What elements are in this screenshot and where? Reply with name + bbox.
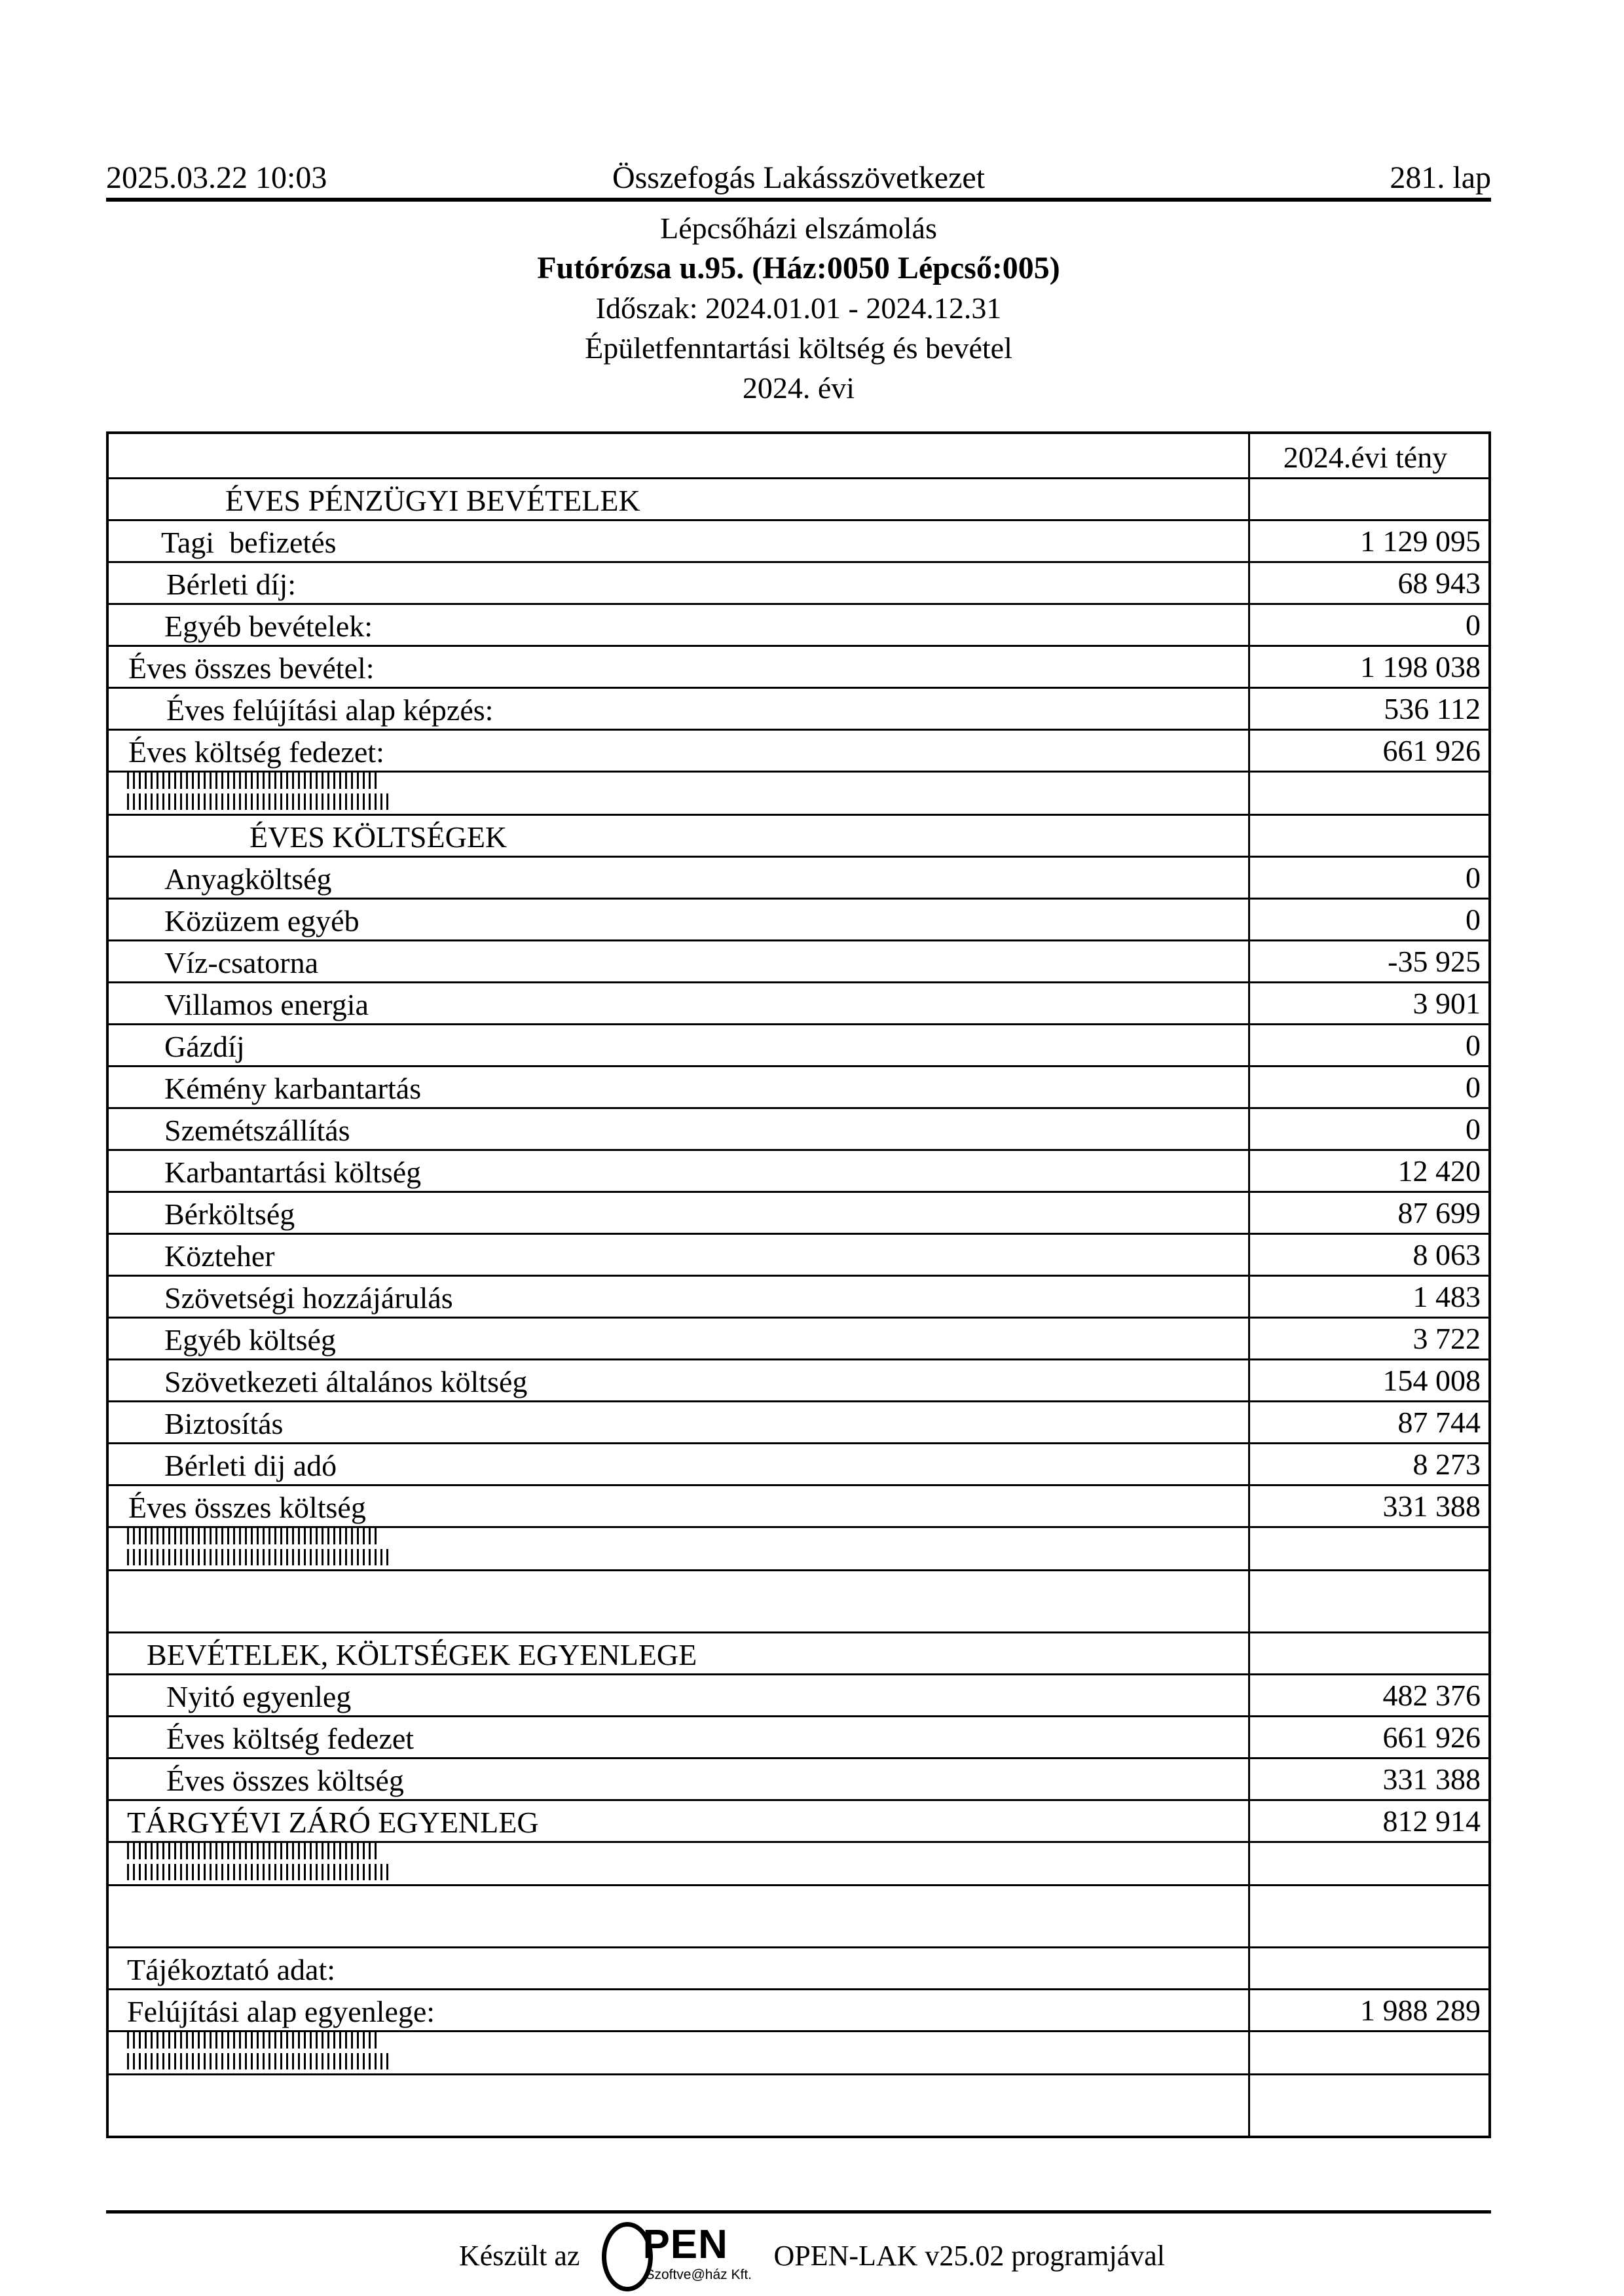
- report-type: Épületfenntartási költség és bevétel: [585, 331, 1012, 365]
- label-cell: [109, 731, 1248, 771]
- value-cell: [1248, 1067, 1488, 1107]
- content-area: [106, 0, 1491, 2138]
- row-label: Éves költség fedezet:: [128, 735, 384, 769]
- row-label: Egyéb bevételek:: [164, 609, 373, 643]
- row-value: 331 388: [1382, 1762, 1481, 1796]
- label-cell: [109, 858, 1248, 898]
- row-label: Egyéb költség: [164, 1322, 336, 1357]
- table-row: [109, 898, 1488, 939]
- row-label: Éves összes költség: [128, 1490, 366, 1524]
- label-cell: [109, 1402, 1248, 1442]
- value-cell: [1248, 1801, 1488, 1841]
- row-value: 1 198 038: [1360, 649, 1481, 683]
- page-footer: [0, 2221, 1624, 2291]
- table-row: [109, 1065, 1488, 1107]
- value-cell: [1248, 1528, 1488, 1569]
- value-cell: [1248, 647, 1488, 687]
- table-section-row: [109, 814, 1488, 856]
- table-empty-row: [109, 2073, 1488, 2136]
- table-row: [109, 1358, 1488, 1400]
- table-row: [109, 1715, 1488, 1757]
- label-cell: [109, 1067, 1248, 1107]
- table-row: [109, 1191, 1488, 1233]
- section-label: ÉVES PÉNZÜGYI BEVÉTELEK: [225, 483, 640, 517]
- table-row: [109, 687, 1488, 729]
- page-header: [106, 0, 1491, 202]
- label-cell: [109, 521, 1248, 561]
- row-label: Éves költség fedezet: [166, 1721, 415, 1755]
- value-cell: [1248, 1360, 1488, 1400]
- row-label: Villamos energia: [164, 987, 369, 1021]
- value-cell: [1248, 1675, 1488, 1715]
- table-row: [109, 1484, 1488, 1526]
- value-cell: [1248, 1025, 1488, 1065]
- label-cell: [109, 1360, 1248, 1400]
- label-cell: [109, 1801, 1248, 1841]
- value-cell: [1248, 2075, 1488, 2136]
- value-cell: [1248, 1886, 1488, 1946]
- value-cell: [1248, 434, 1488, 477]
- report-title: Lépcsőházi elszámolás: [660, 211, 937, 245]
- label-cell: [109, 1571, 1248, 1631]
- label-cell: [109, 563, 1248, 603]
- filler-bar-line: [127, 793, 390, 810]
- footer-made-with-prefix: Készült az: [458, 2240, 580, 2272]
- label-cell: [109, 983, 1248, 1023]
- report-year: 2024. évi: [742, 371, 855, 405]
- table-row: [109, 981, 1488, 1023]
- value-cell: [1248, 816, 1488, 856]
- row-value: 0: [1466, 860, 1481, 894]
- row-label: Nyitó egyenleg: [166, 1679, 352, 1713]
- filler-bars-icon: [127, 2032, 390, 2069]
- row-value: 3 722: [1412, 1321, 1481, 1355]
- label-cell: [109, 1843, 1248, 1884]
- row-label: Közüzem egyéb: [164, 903, 360, 938]
- filler-bar-line: [127, 1864, 390, 1880]
- label-cell: [109, 1486, 1248, 1526]
- row-value: -35 925: [1388, 944, 1481, 978]
- label-cell: [109, 1319, 1248, 1358]
- row-label: Biztosítás: [164, 1406, 284, 1440]
- table-row: [109, 1023, 1488, 1065]
- label-cell: [109, 2032, 1248, 2073]
- row-label: Szövetségi hozzájárulás: [164, 1281, 453, 1315]
- value-cell: [1248, 1277, 1488, 1317]
- row-label: Közteher: [164, 1239, 275, 1273]
- row-value: 0: [1466, 1070, 1481, 1104]
- table-row: [109, 1233, 1488, 1275]
- row-label: Kémény karbantartás: [164, 1071, 422, 1105]
- label-cell: [109, 1990, 1248, 2030]
- value-cell: [1248, 2032, 1488, 2073]
- row-label: Tájékoztató adat:: [127, 1952, 336, 1986]
- value-cell: [1248, 1759, 1488, 1799]
- row-value: 8 063: [1412, 1237, 1481, 1271]
- table-row: [109, 1946, 1488, 1988]
- row-label: Gázdíj: [164, 1029, 245, 1063]
- filler-bar-line: [127, 1549, 390, 1565]
- label-cell: [109, 1886, 1248, 1946]
- footer-made-with-suffix: OPEN-LAK v25.02 programjával: [773, 2240, 1165, 2272]
- label-cell: [109, 941, 1248, 981]
- row-value: 87 744: [1397, 1405, 1481, 1439]
- label-cell: [109, 2075, 1248, 2136]
- report-subtitles: [106, 208, 1491, 408]
- value-column-header: 2024.évi tény: [1283, 440, 1448, 474]
- value-cell: [1248, 1235, 1488, 1275]
- row-value: 0: [1466, 902, 1481, 936]
- filler-bar-line: [127, 1528, 379, 1544]
- label-cell: [109, 1277, 1248, 1317]
- row-label: Bérköltség: [164, 1197, 295, 1231]
- row-value: 331 388: [1382, 1489, 1481, 1523]
- table-barcode-row: [109, 771, 1488, 814]
- row-label: Szemétszállítás: [164, 1113, 350, 1147]
- table-row: [109, 1757, 1488, 1799]
- row-label: Éves összes bevétel:: [128, 651, 375, 685]
- table-row: [109, 939, 1488, 981]
- row-value: 87 699: [1397, 1195, 1481, 1230]
- label-cell: [109, 1948, 1248, 1988]
- value-cell: [1248, 900, 1488, 939]
- label-cell: [109, 1633, 1248, 1673]
- table-row: [109, 645, 1488, 687]
- value-cell: [1248, 1571, 1488, 1631]
- table-barcode-row: [109, 1526, 1488, 1569]
- row-label: Víz-csatorna: [164, 945, 318, 979]
- value-cell: [1248, 1444, 1488, 1484]
- report-address: Futórózsa u.95. (Ház:0050 Lépcső:005): [537, 251, 1060, 285]
- value-cell: [1248, 858, 1488, 898]
- row-value: 536 112: [1384, 691, 1481, 725]
- label-cell: [109, 1109, 1248, 1149]
- row-label: Anyagköltség: [164, 862, 332, 896]
- label-cell: [109, 1151, 1248, 1191]
- table-row: [109, 1149, 1488, 1191]
- value-cell: [1248, 1402, 1488, 1442]
- row-value: 154 008: [1382, 1363, 1481, 1397]
- table-row: [109, 519, 1488, 561]
- page-number: 281. lap: [1390, 160, 1491, 195]
- row-value: 8 273: [1412, 1447, 1481, 1481]
- open-software-logo: [602, 2221, 751, 2291]
- filler-bar-line: [127, 2032, 379, 2049]
- label-cell: [109, 1444, 1248, 1484]
- filler-bars-icon: [127, 1528, 390, 1565]
- table-row: [109, 1107, 1488, 1149]
- filler-bar-line: [127, 773, 379, 789]
- row-value: 482 376: [1382, 1678, 1481, 1712]
- row-value: 3 901: [1412, 986, 1481, 1020]
- table-row: [109, 1673, 1488, 1715]
- table-section-row: [109, 477, 1488, 519]
- row-label: Éves felújítási alap képzés:: [166, 693, 494, 727]
- row-value: 661 926: [1382, 1720, 1481, 1754]
- value-cell: [1248, 1633, 1488, 1673]
- table-row: [109, 729, 1488, 771]
- row-value: 12 420: [1397, 1154, 1481, 1188]
- table-empty-row: [109, 1884, 1488, 1946]
- label-cell: [109, 647, 1248, 687]
- table-section-row: [109, 1631, 1488, 1673]
- report-period: Időszak: 2024.01.01 - 2024.12.31: [595, 291, 1002, 325]
- footer-divider: [106, 2210, 1491, 2214]
- table-barcode-row: [109, 1841, 1488, 1884]
- row-label: Karbantartási költség: [164, 1155, 422, 1189]
- label-cell: [109, 434, 1248, 477]
- table-row: [109, 603, 1488, 645]
- table-row: [109, 1317, 1488, 1358]
- label-cell: [109, 689, 1248, 729]
- row-value: 1 988 289: [1360, 1993, 1481, 2027]
- section-label: ÉVES KÖLTSÉGEK: [249, 820, 507, 854]
- table-row: [109, 1442, 1488, 1484]
- value-cell: [1248, 1151, 1488, 1191]
- row-value: 0: [1466, 608, 1481, 642]
- value-cell: [1248, 1486, 1488, 1526]
- row-value: 661 926: [1382, 733, 1481, 767]
- label-cell: [109, 479, 1248, 519]
- row-label: Bérleti dij adó: [164, 1448, 337, 1482]
- value-cell: [1248, 605, 1488, 645]
- account-table: [106, 431, 1491, 2138]
- value-cell: [1248, 773, 1488, 814]
- label-cell: [109, 1759, 1248, 1799]
- label-cell: [109, 1193, 1248, 1233]
- value-cell: [1248, 521, 1488, 561]
- value-cell: [1248, 689, 1488, 729]
- label-cell: [109, 605, 1248, 645]
- table-row: [109, 561, 1488, 603]
- print-timestamp: 2025.03.22 10:03: [106, 160, 327, 195]
- table-row: [109, 856, 1488, 898]
- label-cell: [109, 1025, 1248, 1065]
- label-cell: [109, 1717, 1248, 1757]
- row-label: TÁRGYÉVI ZÁRÓ EGYENLEG: [127, 1805, 539, 1839]
- value-cell: [1248, 479, 1488, 519]
- row-label: Szövetkezeti általános költség: [164, 1364, 528, 1398]
- value-cell: [1248, 1843, 1488, 1884]
- label-cell: [109, 900, 1248, 939]
- value-cell: [1248, 1193, 1488, 1233]
- label-cell: [109, 1528, 1248, 1569]
- row-value: 812 914: [1382, 1804, 1481, 1838]
- value-cell: [1248, 1319, 1488, 1358]
- row-label: Tagi befizetés: [161, 525, 337, 559]
- value-cell: [1248, 941, 1488, 981]
- table-row: [109, 1988, 1488, 2030]
- label-cell: [109, 1235, 1248, 1275]
- logo-letters: PEN: [642, 2222, 728, 2267]
- row-value: 1 483: [1412, 1279, 1481, 1313]
- table-barcode-row: [109, 2030, 1488, 2073]
- value-cell: [1248, 1717, 1488, 1757]
- table-row: [109, 1400, 1488, 1442]
- row-label: Bérleti díj:: [166, 567, 297, 601]
- row-value: 68 943: [1397, 566, 1481, 600]
- value-cell: [1248, 983, 1488, 1023]
- filler-bars-icon: [127, 1843, 390, 1880]
- filler-bar-line: [127, 2053, 390, 2069]
- label-cell: [109, 816, 1248, 856]
- section-label: BEVÉTELEK, KÖLTSÉGEK EGYENLEGE: [147, 1637, 697, 1671]
- row-value: 0: [1466, 1028, 1481, 1062]
- value-cell: [1248, 1948, 1488, 1988]
- value-cell: [1248, 563, 1488, 603]
- label-cell: [109, 1675, 1248, 1715]
- value-cell: [1248, 1990, 1488, 2030]
- row-value: 0: [1466, 1112, 1481, 1146]
- value-cell: [1248, 731, 1488, 771]
- table-colheader-row: [109, 434, 1488, 477]
- filler-bars-icon: [127, 773, 390, 810]
- table-row: [109, 1275, 1488, 1317]
- logo-tagline: Szoftve@ház Kft.: [645, 2267, 752, 2282]
- row-value: 1 129 095: [1360, 524, 1481, 558]
- row-label: Éves összes költség: [166, 1763, 404, 1797]
- filler-bar-line: [127, 1843, 379, 1859]
- table-row: [109, 1799, 1488, 1841]
- label-cell: [109, 773, 1248, 814]
- row-label: Felújítási alap egyenlege:: [127, 1994, 435, 2028]
- value-cell: [1248, 1109, 1488, 1149]
- table-empty-row: [109, 1569, 1488, 1631]
- organization-name: Összefogás Lakásszövetkezet: [612, 160, 986, 195]
